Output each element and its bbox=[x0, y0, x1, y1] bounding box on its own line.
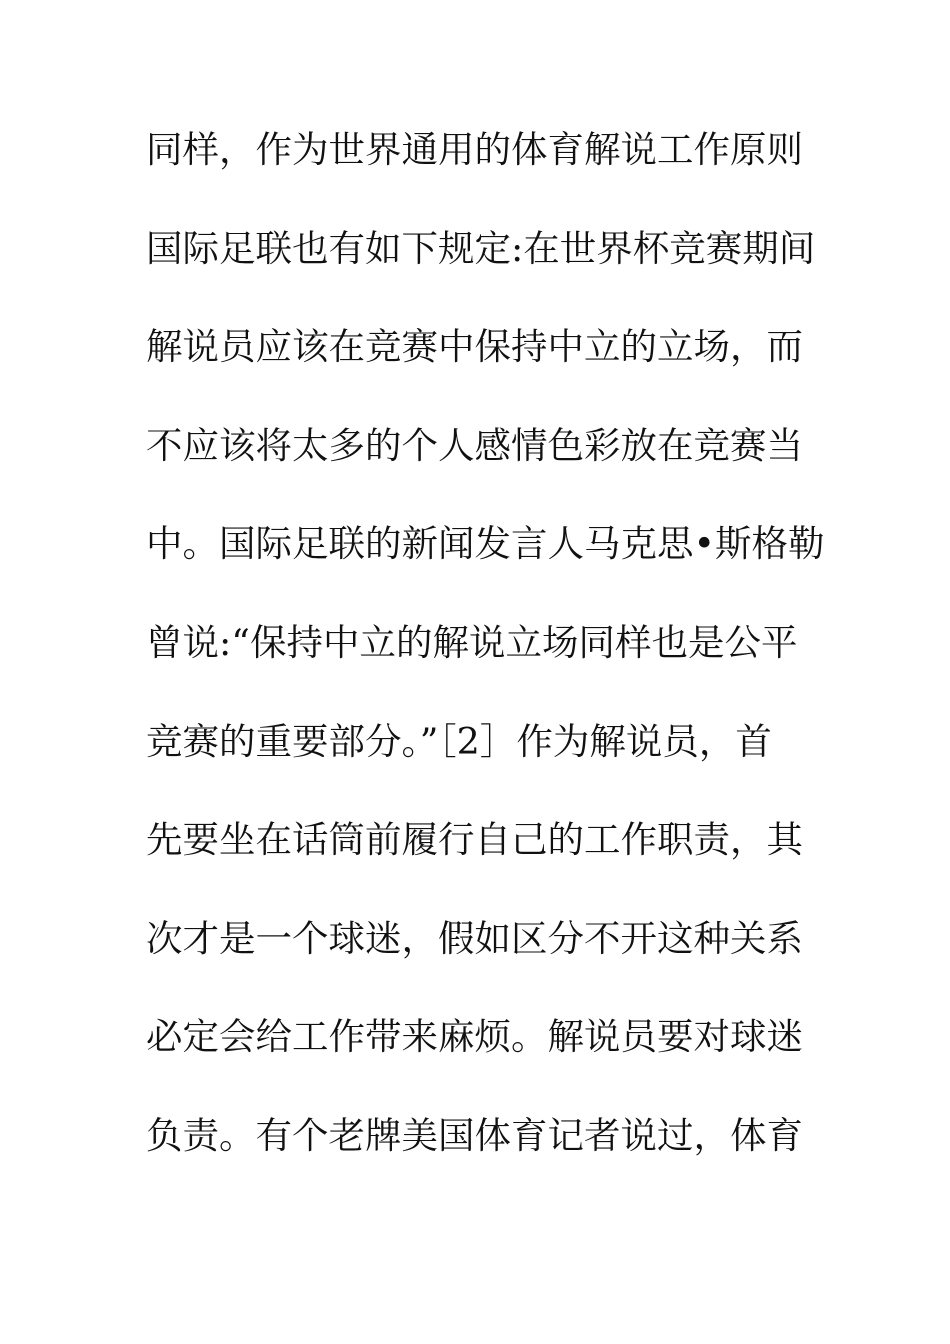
text-line: 不应该将太多的个人感情色彩放在竞赛当 bbox=[146, 423, 803, 467]
text-line: 解说员应该在竞赛中保持中立的立场，而 bbox=[146, 325, 803, 369]
text-line: 中。国际足联的新闻发言人马克思•斯格勒 bbox=[146, 522, 825, 566]
text-line: 竞赛的重要部分。”［2］作为解说员，首 bbox=[146, 719, 772, 763]
text-line: 同样，作为世界通用的体育解说工作原则 bbox=[146, 128, 803, 171]
body-text bbox=[146, 124, 825, 1209]
text-line: 次才是一个球迷，假如区分不开这种关系 bbox=[146, 916, 803, 960]
text-line: 先要坐在话筒前履行自己的工作职责，其 bbox=[146, 818, 803, 862]
text-line: 曾说:“保持中立的解说立场同样也是公平 bbox=[146, 620, 798, 664]
text-line: 国际足联也有如下规定:在世界杯竞赛期间 bbox=[146, 226, 816, 270]
text-line: 必定会给工作带来麻烦。解说员要对球迷 bbox=[146, 1015, 803, 1059]
text-line: 负责。有个老牌美国体育记者说过，体育 bbox=[146, 1113, 803, 1157]
